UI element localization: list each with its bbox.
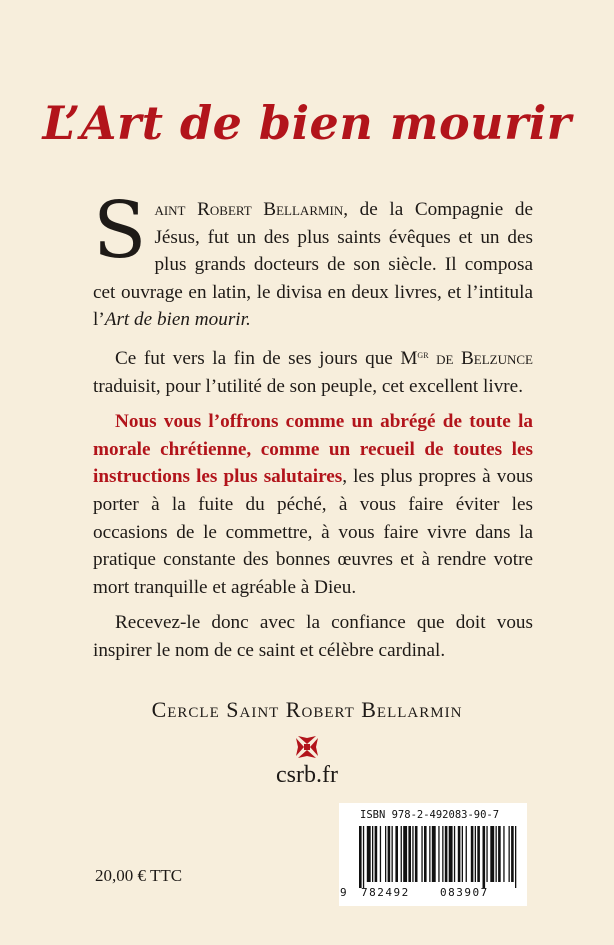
barcode-bar: [359, 826, 362, 888]
barcode-bar: [388, 826, 391, 882]
barcode-bar: [432, 826, 436, 882]
barcode-bar: [367, 826, 371, 882]
barcode-bar: [415, 826, 418, 882]
barcode-bar: [395, 826, 398, 882]
barcode-bar: [392, 826, 393, 882]
publisher-name: Cercle Saint Robert Bellarmin: [151, 697, 463, 722]
translator-name: de Belzunce: [428, 347, 533, 369]
barcode-bar: [385, 826, 386, 882]
back-cover-text: [93, 186, 534, 673]
barcode-bar: [445, 826, 448, 882]
barcode-bar: [475, 826, 476, 882]
barcode-bar: [438, 826, 439, 882]
drop-cap: S: [93, 186, 147, 276]
barcode-bar: [424, 826, 427, 882]
barcode-bar: [462, 826, 463, 882]
paragraph-1: [93, 186, 534, 334]
barcode-bar: [511, 826, 514, 882]
barcode-bar: [458, 826, 461, 882]
barcode-bar: [471, 826, 474, 882]
barcode-bar: [515, 826, 516, 888]
highlighted-text: Nous vous l’offrons comme un abrégé de toute la morale chrétienne, comme un recueil de toutes les instructions les plus salutaires: [93, 411, 533, 488]
book-title: L’Art de bien mourir: [42, 96, 572, 150]
barcode-bar: [483, 826, 486, 888]
barcode-bar: [380, 826, 381, 882]
barcode-bar: [421, 826, 422, 882]
barcode-first-digit: 9: [340, 886, 349, 899]
barcode-bar: [375, 826, 378, 882]
website-url: csrb.fr: [276, 762, 338, 788]
barcode-bar: [363, 826, 364, 888]
barcode-bar: [496, 826, 497, 882]
author-name: aint Robert Bellarmin: [154, 199, 344, 220]
paragraph-2: [93, 342, 533, 400]
monseigneur-superscript: gr: [417, 348, 429, 361]
barcode-bar: [509, 826, 510, 882]
paragraph-1-end: .: [245, 309, 251, 331]
barcode-bar: [490, 826, 494, 882]
barcode-left-digits: 782492: [361, 886, 410, 899]
barcode-bar: [477, 826, 480, 882]
price-label: 20,00 € TTC: [95, 866, 183, 885]
barcode-bar: [466, 826, 467, 882]
work-title-italic: Art de bien mourir: [104, 309, 246, 331]
isbn-barcode: [339, 803, 527, 906]
barcode-bar: [486, 826, 487, 882]
paragraph-3-rest: , les plus propres à vous porter à la fuite du péché, à vous faire éviter les occasions de le commettre, à vous faire vivre dans la pratique constante des bonnes œuvres et à rendre votre mort tranquille et agréable à Dieu.: [93, 466, 534, 598]
barcode-bar: [503, 826, 504, 882]
barcode-bar: [498, 826, 501, 882]
barcode-bar: [372, 826, 373, 882]
barcode-bars: [347, 826, 521, 888]
isbn-label: ISBN 978-2-492083-90-7: [360, 809, 500, 821]
barcode-bar: [401, 826, 402, 882]
paragraph-3: [93, 408, 533, 601]
templar-cross-icon: [293, 733, 321, 761]
barcode-bar: [408, 826, 411, 882]
barcode-bar: [403, 826, 407, 882]
barcode-bar: [442, 826, 443, 882]
barcode-bar: [454, 826, 455, 882]
barcode-bar: [412, 826, 413, 882]
paragraph-2-end: traduisit, pour l’utilité de son peuple, cet excellent livre.: [93, 375, 523, 397]
paragraph-4: Recevez-le donc avec la confiance que doit vous inspirer le nom de ce saint et célèbre cardinal.: [93, 612, 533, 661]
paragraph-2-start: Ce fut vers la fin de ses jours que M: [115, 347, 418, 369]
paragraph-1-text: , de la Compagnie de Jésus, fut un des plus saints évêques et un des plus grands docteurs de son siècle. Il composa cet ouvrage en latin, le divisa en deux livres, et l’intitula l’: [93, 199, 534, 331]
barcode-bar: [449, 826, 453, 882]
barcode-right-digits: 083907: [440, 886, 489, 899]
barcode-bar: [429, 826, 430, 882]
